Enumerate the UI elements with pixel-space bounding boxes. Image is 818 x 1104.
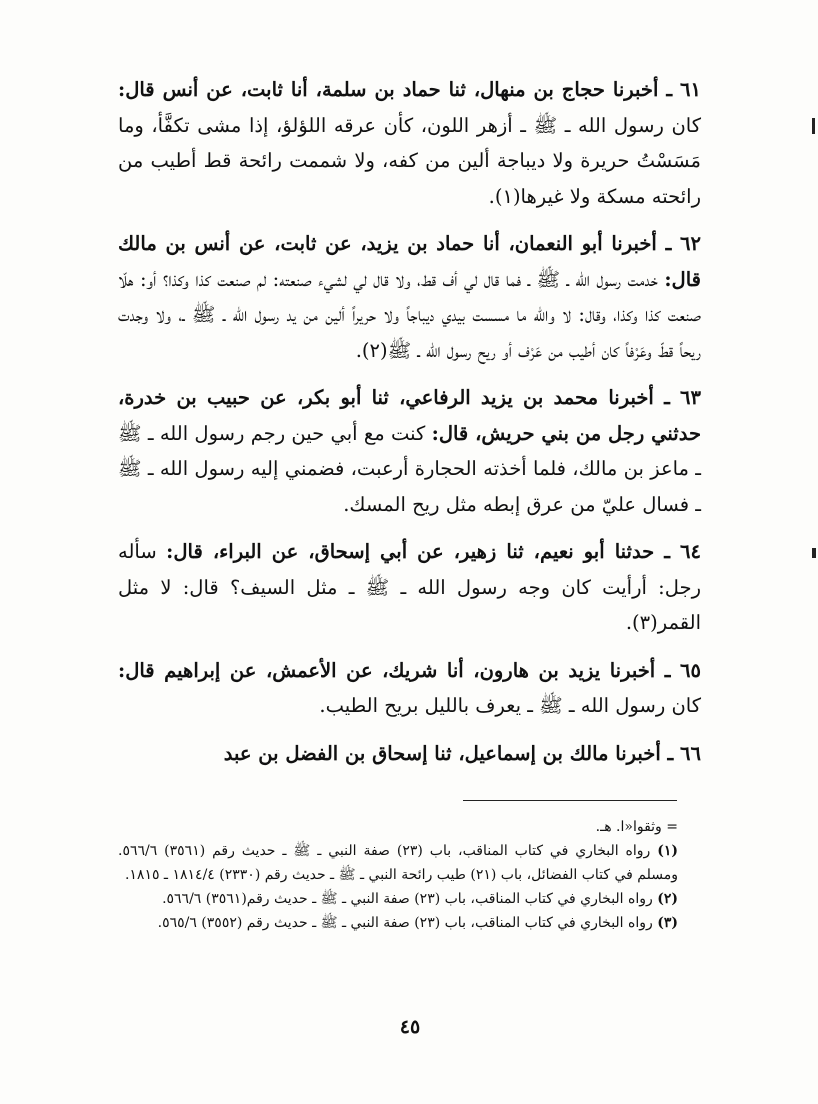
matn: خدمت رسول الله ـ ﷺ ـ فما قال لي أف قط، ولا قال لي لشيء صنعته: لم صنعت كذا وكذا؟ أو: هلّا صنعت كذا وكذا، وقال: لا والله ما مسست بيدي ديباجاً ولا حريراً ألين من يد رسول الله ـ ﷺ ـ، ولا وجدت ريحاً قطّ وعَرْفاً كان أطيب من عَرْف أو ريح رسول الله ـ ﷺ(٢). — [118, 267, 701, 362]
footnote-number: (٣) — [657, 915, 678, 931]
matn: كنت مع أبي حين رجم رسول الله ـ ﷺ ـ ماعز بن مالك، فلما أخذته الحجارة أرعبت، فضمني إليه رسول الله ـ ﷺ ـ فسال عليّ من عرق إبطه مثل ريح المسك. — [118, 421, 701, 516]
footnote-number: (٢) — [657, 891, 678, 907]
footnote-separator — [463, 800, 677, 801]
footnotes — [118, 815, 678, 935]
page-number: ٤٥ — [399, 1016, 421, 1038]
main-text — [118, 72, 701, 783]
isnad: ٦٢ ـ أخبرنا أبو النعمان، أنا حماد بن يزيد، عن ثابت، عن أنس بن مالك قال: — [118, 232, 701, 291]
hadith-63 — [118, 380, 701, 522]
hadith-64 — [118, 534, 701, 641]
footnote-2 — [118, 887, 678, 911]
hadith-62 — [118, 226, 701, 368]
footnote-text: رواه البخاري في كتاب المناقب، باب (٢٣) صفة النبي ـ ﷺ ـ حديث رقم (٣٥٦١) ٥٦٦/٦. ومسلم في كتاب الفضائل، باب (٢١) طيب رائحة النبي ـ ﷺ ـ حديث رقم (٢٣٣٠) ١٨١٤/٤ ـ ١٨١٥. — [118, 843, 678, 883]
footnote-continuation: = وثقوا«ا. هـ. — [595, 819, 678, 835]
scan-mark — [812, 118, 815, 134]
footnote-1 — [118, 839, 678, 887]
isnad: ٦٦ ـ أخبرنا مالك بن إسماعيل، ثنا إسحاق بن الفضل بن عبد — [223, 741, 701, 765]
footnote-text: رواه البخاري في كتاب المناقب، باب (٢٣) صفة النبي ـ ﷺ ـ حديث رقم(٣٥٦١) ٥٦٦/٦. — [162, 891, 658, 907]
isnad: ٦٣ ـ أخبرنا محمد بن يزيد الرفاعي، ثنا أبو بكر، عن حبيب بن خدرة، حدثني رجل من بني حريش، قال: — [118, 386, 701, 445]
scan-mark — [812, 548, 816, 558]
isnad: ٦١ ـ أخبرنا حجاج بن منهال، ثنا حماد بن سلمة، أنا ثابت، عن أنس قال: — [118, 78, 701, 101]
footnote-text: رواه البخاري في كتاب المناقب، باب (٢٣) صفة النبي ـ ﷺ ـ حديث رقم (٣٥٥٢) ٥٦٥/٦. — [157, 915, 658, 931]
footnote-number: (١) — [657, 843, 678, 859]
matn: كان رسول الله ـ ﷺ ـ يعرف بالليل بريح الطيب. — [319, 694, 701, 717]
matn: كان رسول الله ـ ﷺ ـ أزهر اللون، كأن عرقه اللؤلؤ، إذا مشى تكفَّأ، وما مَسَسْتُ حريرة ولا ديباجة ألين من كفه، ولا شممت رائحة قط أطيب من رائحته مسكة ولا غيرها(١). — [118, 113, 701, 208]
hadith-66 — [118, 736, 701, 772]
hadith-65 — [118, 653, 701, 724]
isnad: ٦٤ ـ حدثنا أبو نعيم، ثنا زهير، عن أبي إسحاق، عن البراء، قال: — [166, 540, 701, 563]
isnad: ٦٥ ـ أخبرنا يزيد بن هارون، أنا شريك، عن الأعمش، عن إبراهيم قال: — [118, 658, 701, 682]
matn: سأله رجل: أرأيت كان وجه رسول الله ـ ﷺ ـ مثل السيف؟ قال: لا مثل القمر(٣). — [118, 540, 701, 634]
hadith-61 — [118, 72, 701, 214]
footnote-3 — [118, 911, 678, 935]
